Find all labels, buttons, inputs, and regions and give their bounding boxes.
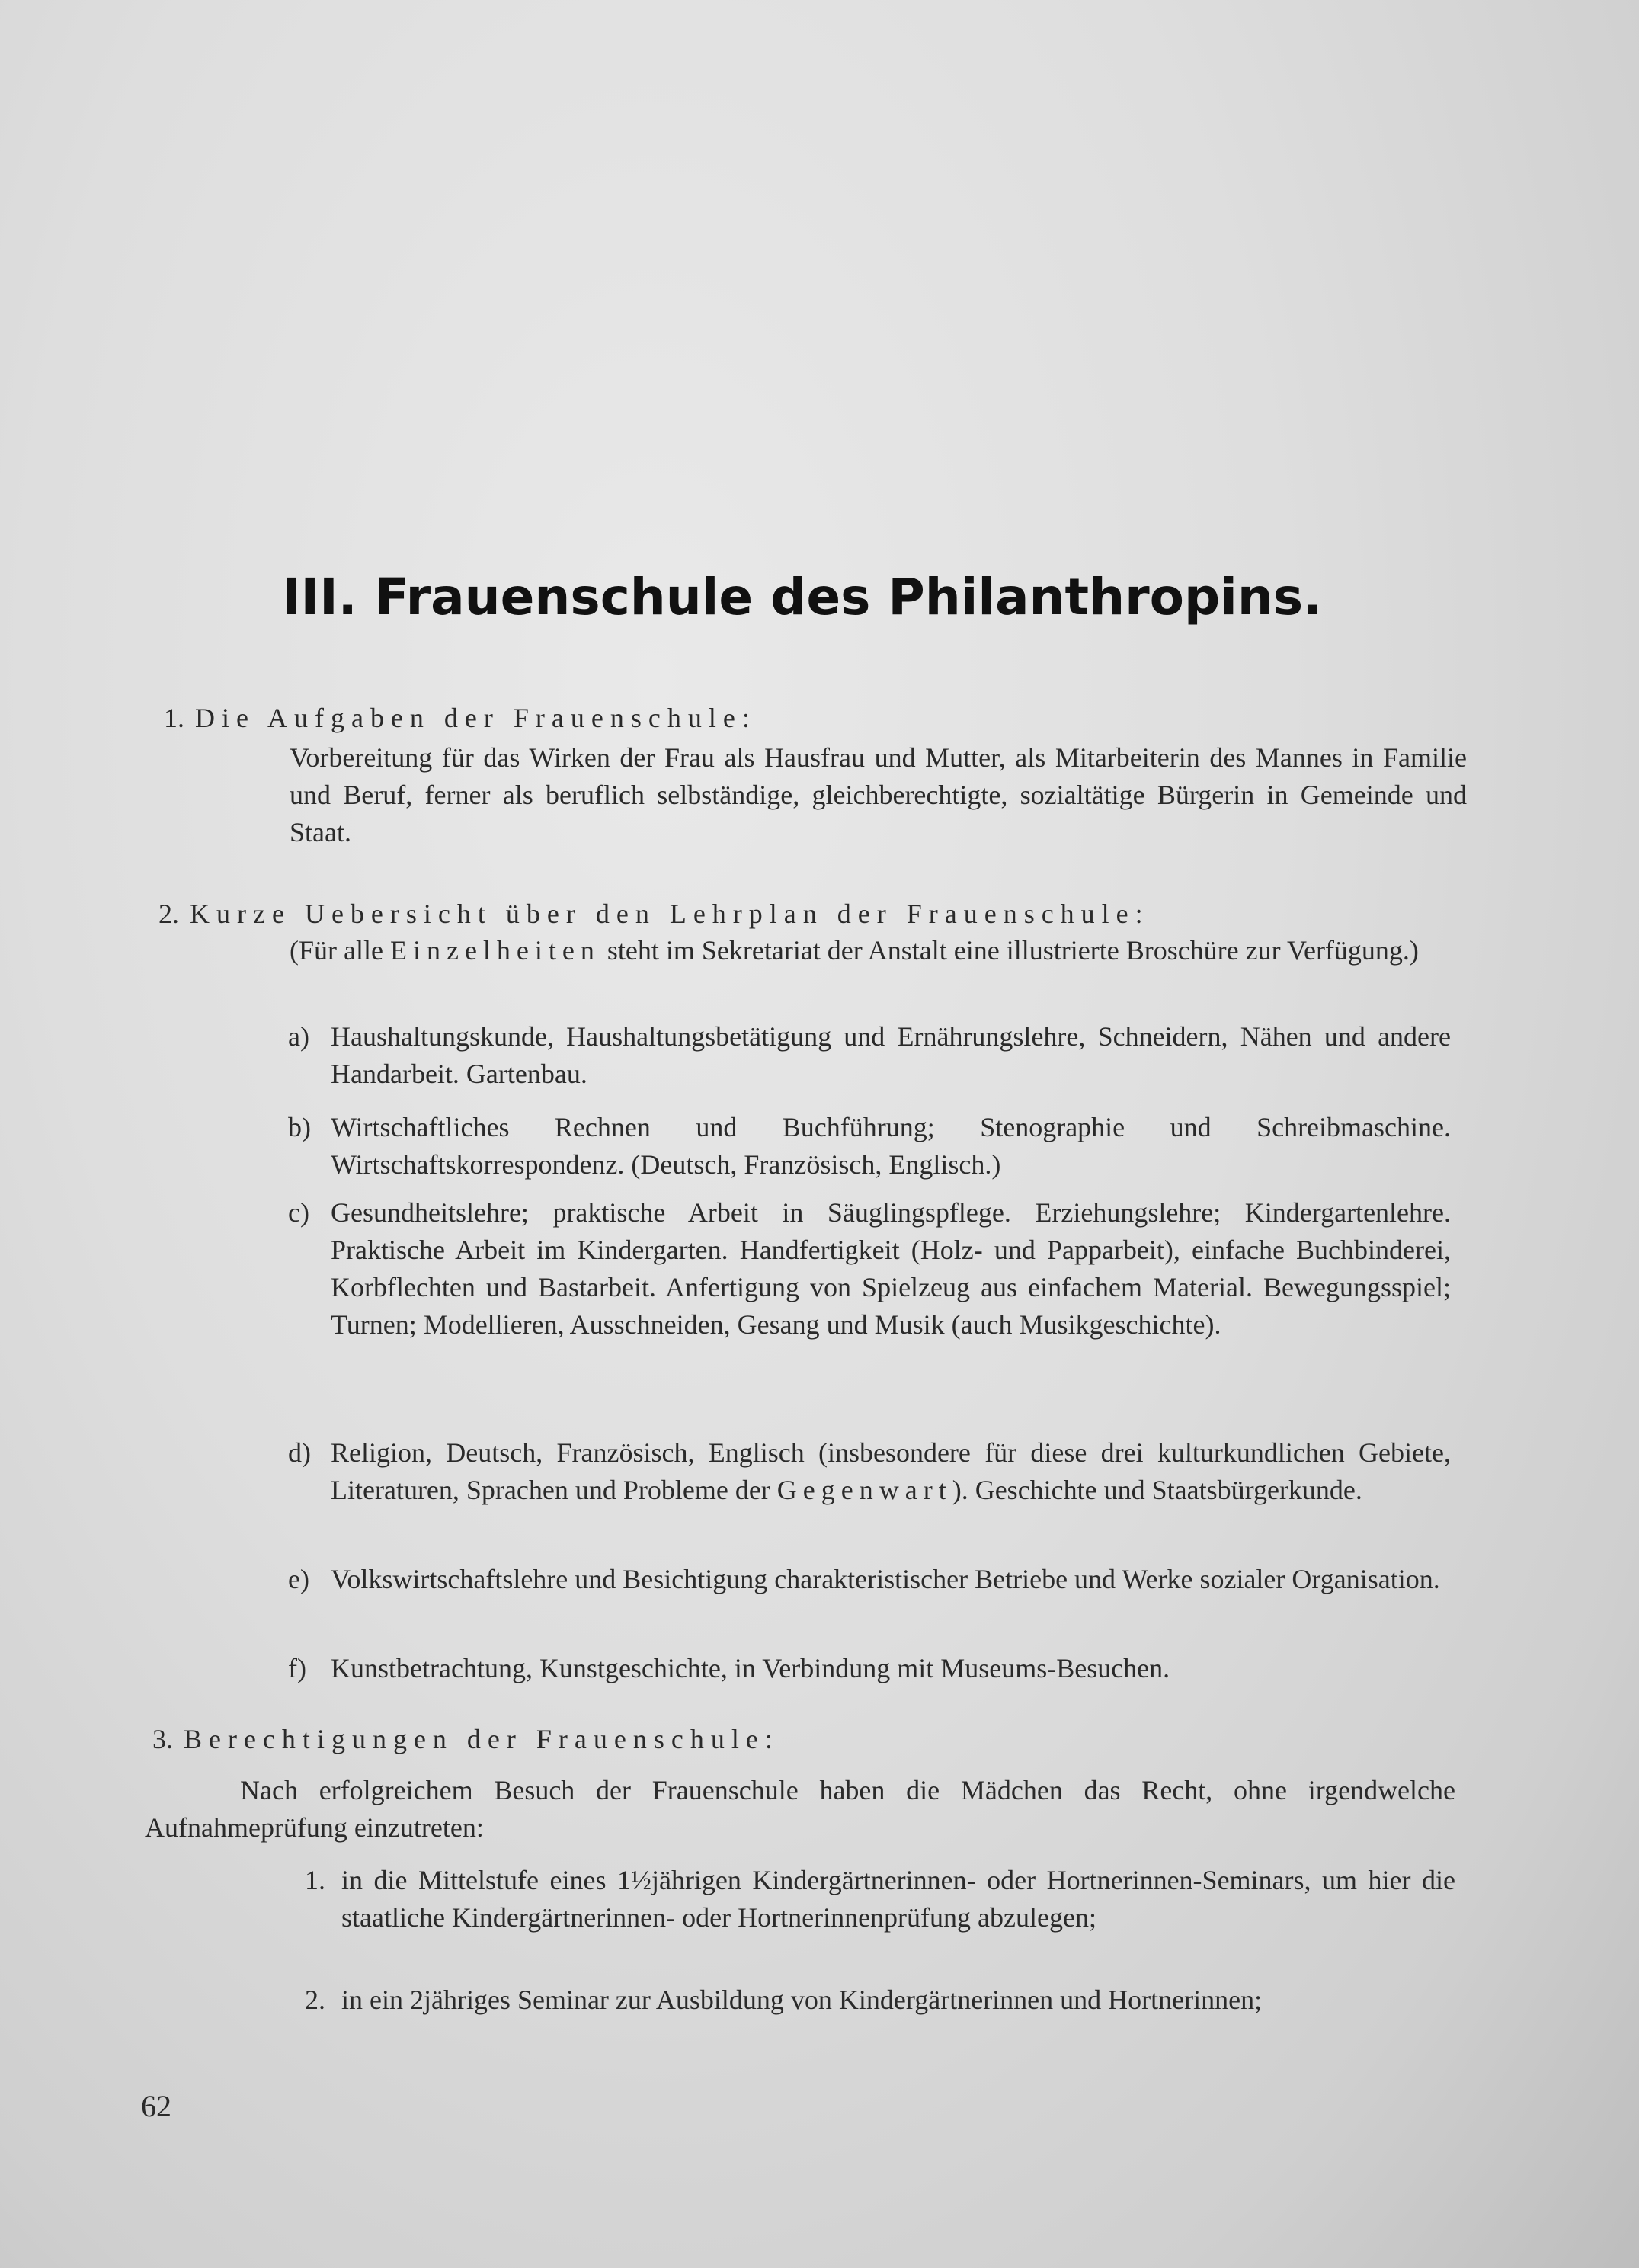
list-item-text: in ein 2jähriges Seminar zur Ausbildung von Kindergärtnerinnen und Hortnerinnen; (341, 1984, 1263, 2015)
list-item-text: Gesundheitslehre; praktische Arbeit in Säuglingspflege. Erziehungslehre; Kindergartenlehre. Praktische Arbeit im Kindergarten. Handfertigkeit (Holz- und Papparbeit), einfache Buchbinderei, Korbflechten und Bastarbeit. Anfertigung von Spielzeug aus einfachem Material. Bewegungsspiel; Turnen; Modellieren, Ausschneiden, Gesang und Musik (auch Musikgeschichte). (331, 1197, 1451, 1340)
section3-heading-text: Berechtigungen der Frauenschule: (184, 1724, 779, 1754)
list-item-label: b) (288, 1112, 311, 1142)
list-item (288, 1018, 1454, 1094)
section2-note-before: (Für alle (290, 935, 383, 966)
section2-note (290, 932, 1467, 969)
section3-number: 3. (152, 1724, 173, 1754)
section3-intro: Nach erfolgreichem Besuch der Frauenschule haben die Mädchen das Recht, ohne irgendwelche Aufnahmeprüfung einzutreten: (145, 1775, 1455, 1843)
list-item-text-before: Religion, Deutsch, Französisch, Englisch (insbesondere für diese drei kulturkundlichen Gebiete, Literaturen, Sprachen und Probleme der (331, 1437, 1451, 1505)
list-item (305, 1862, 1459, 1976)
list-item-text (331, 1434, 1451, 1509)
list-item-label: f) (288, 1653, 306, 1683)
section2-heading (158, 895, 1469, 933)
list-item-text-after: ). Geschichte und Staatsbürgerkunde. (952, 1475, 1362, 1505)
section2-note-spaced: Einzelheiten (389, 935, 600, 966)
page-number: 62 (141, 2089, 171, 2123)
list-item-text: Volkswirtschaftslehre und Besichtigung charakteristischer Betriebe und Werke sozialer Organisation. (331, 1564, 1440, 1594)
list-item-text-spaced: Gegenwart (776, 1475, 952, 1505)
list-item (305, 1981, 1459, 2058)
list-item-label: d) (288, 1437, 311, 1468)
list-item (288, 1650, 1454, 1688)
list-item-text: Haushaltungskunde, Haushaltungsbetätigung und Ernährungslehre, Schneidern, Nähen und andere Handarbeit. Gartenbau. (331, 1021, 1451, 1089)
list-item (288, 1109, 1454, 1185)
list-item (288, 1194, 1454, 1423)
list-item-text: Kunstbetrachtung, Kunstgeschichte, in Verbindung mit Museums-Besuchen. (331, 1653, 1170, 1683)
section1-body: Vorbereitung für das Wirken der Frau als Hausfrau und Mutter, als Mitarbeiterin des Mannes in Familie und Beruf, ferner als beruflich selbständige, gleichberechtigte, sozialtätige Bürgerin in Gemeinde und Staat. (290, 742, 1467, 847)
section2-heading-text: Kurze Uebersicht über den Lehrplan der Frauenschule: (190, 899, 1150, 929)
list-item-text: in die Mittelstufe eines 1½jährigen Kindergärtnerinnen- oder Hortnerinnen-Seminars, um hier die staatliche Kindergärtnerinnen- oder Hortnerinnenprüfung abzulegen; (341, 1865, 1455, 1933)
section2-note-after: steht im Sekretariat der Anstalt eine illustrierte Broschüre zur Verfügung.) (607, 935, 1419, 966)
list-item-text: Wirtschaftliches Rechnen und Buchführung; Stenographie und Schreibmaschine. Wirtschaftskorrespondenz. (Deutsch, Französisch, Englisch.) (331, 1112, 1451, 1180)
list-item-label: e) (288, 1564, 309, 1594)
section3-heading (152, 1721, 1295, 1758)
list-item-label: a) (288, 1021, 309, 1052)
list-item-label: c) (288, 1197, 309, 1228)
section1-number: 1. (164, 703, 184, 733)
section2-number: 2. (158, 899, 179, 929)
section1-heading-text: Die Aufgaben der Frauenschule: (195, 703, 757, 733)
list-item (288, 1434, 1454, 1549)
list-item-label: 1. (305, 1865, 325, 1895)
section1-heading (164, 700, 1231, 737)
list-item-label: 2. (305, 1984, 325, 2015)
list-item (288, 1561, 1454, 1637)
page-title: III. Frauenschule des Philanthropins. (282, 568, 1323, 626)
